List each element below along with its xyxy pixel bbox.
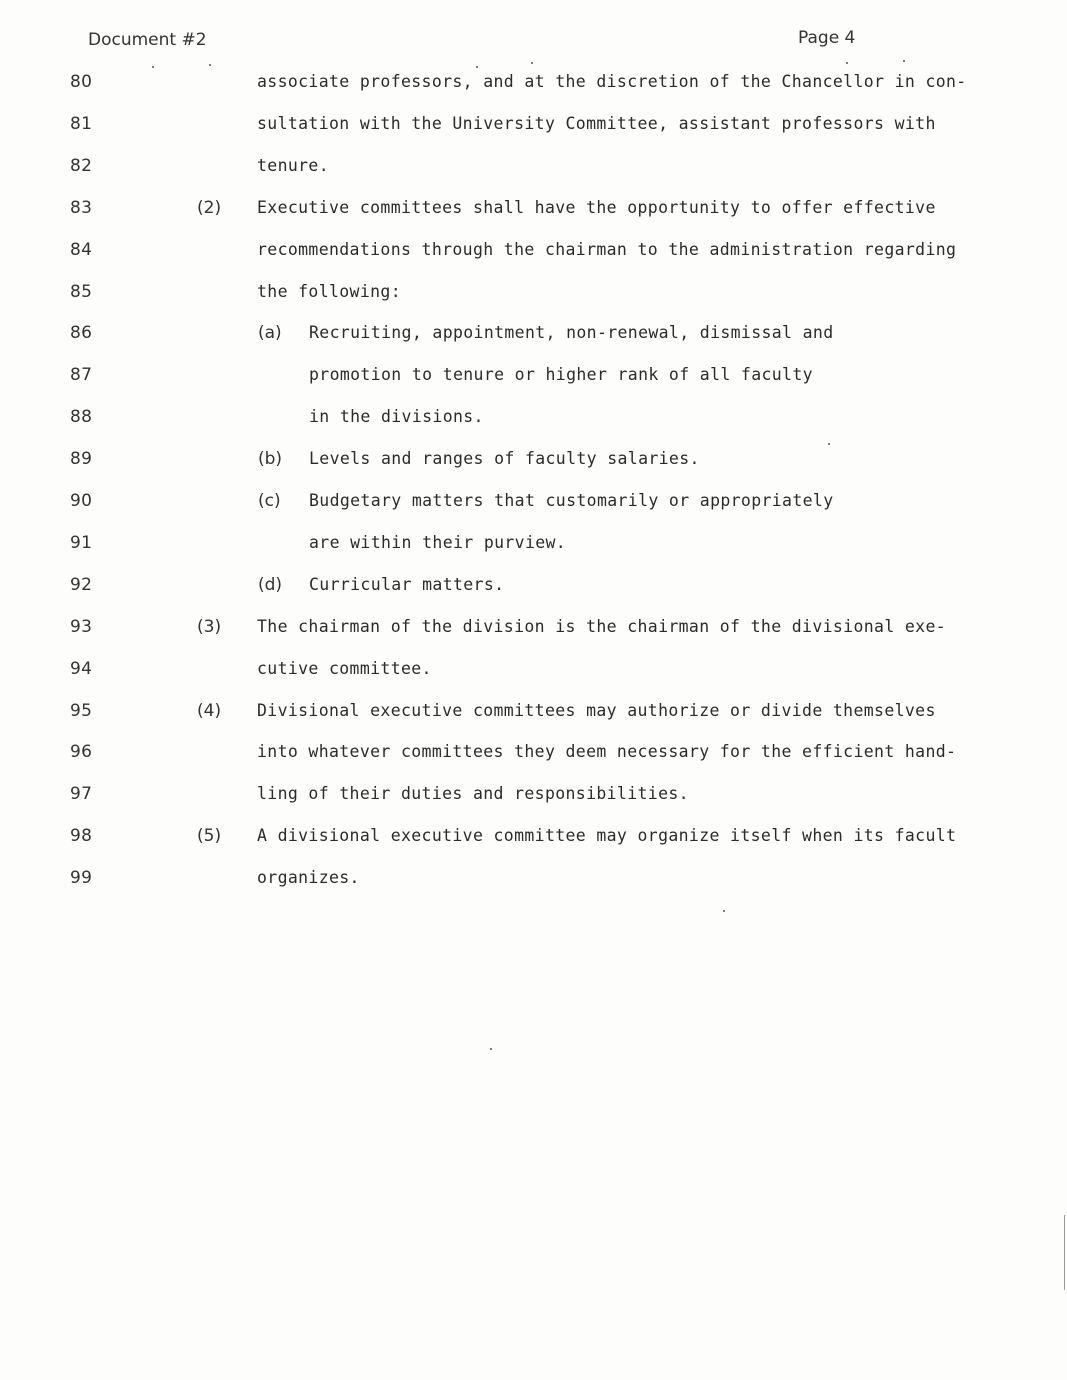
line-text: Budgetary matters that customarily or appropriately xyxy=(309,491,834,510)
line-text: tenure. xyxy=(257,156,329,175)
line-number: 84 xyxy=(70,240,93,260)
subsection-marker: (a) xyxy=(258,323,282,343)
scan-speck xyxy=(723,910,725,912)
line-text: The chairman of the division is the chairman of the divisional exe- xyxy=(257,617,947,636)
line-number: 87 xyxy=(70,365,93,385)
line-number: 95 xyxy=(70,701,93,721)
line-text: associate professors, and at the discretion of the Chancellor in con- xyxy=(257,72,967,91)
text-line xyxy=(0,156,1067,184)
section-marker: (4) xyxy=(197,701,222,721)
text-line xyxy=(0,240,1067,268)
scan-speck xyxy=(903,60,905,62)
scan-speck xyxy=(490,1048,492,1050)
text-line xyxy=(0,617,1067,645)
line-number: 93 xyxy=(70,617,93,637)
line-number: 92 xyxy=(70,575,93,595)
text-line xyxy=(0,575,1067,603)
text-line xyxy=(0,282,1067,310)
text-line xyxy=(0,701,1067,729)
line-text: organizes. xyxy=(257,868,360,887)
text-line xyxy=(0,114,1067,142)
line-text: sultation with the University Committee, assistant professors with xyxy=(257,114,936,133)
text-line xyxy=(0,449,1067,477)
line-number: 80 xyxy=(70,72,93,92)
line-text: recommendations through the chairman to the administration regarding xyxy=(257,240,957,259)
scan-speck xyxy=(209,64,211,66)
line-number: 96 xyxy=(70,742,93,762)
line-text: A divisional executive committee may organize itself when its facult xyxy=(257,826,957,845)
text-line xyxy=(0,742,1067,770)
line-text: promotion to tenure or higher rank of all faculty xyxy=(309,365,813,384)
text-line xyxy=(0,491,1067,519)
section-marker: (2) xyxy=(197,198,222,218)
line-number: 82 xyxy=(70,156,93,176)
line-number: 85 xyxy=(70,282,93,302)
line-number: 94 xyxy=(70,659,93,679)
line-text: ling of their duties and responsibilities. xyxy=(257,784,689,803)
line-number: 83 xyxy=(70,198,93,218)
document-title: Document #2 xyxy=(88,30,207,50)
line-text: are within their purview. xyxy=(309,533,567,552)
text-line xyxy=(0,826,1067,854)
line-number: 98 xyxy=(70,826,93,846)
scan-speck xyxy=(531,62,533,64)
line-number: 97 xyxy=(70,784,93,804)
line-number: 88 xyxy=(70,407,93,427)
line-text: Recruiting, appointment, non-renewal, dismissal and xyxy=(309,323,834,342)
line-text: Levels and ranges of faculty salaries. xyxy=(309,449,700,468)
text-line xyxy=(0,198,1067,226)
line-text: Executive committees shall have the opportunity to offer effective xyxy=(257,198,936,217)
scan-speck xyxy=(828,443,830,445)
section-marker: (3) xyxy=(197,617,222,637)
line-text: in the divisions. xyxy=(309,407,484,426)
subsection-marker: (b) xyxy=(258,449,283,469)
line-number: 91 xyxy=(70,533,93,553)
scan-speck xyxy=(476,66,478,68)
line-text: Divisional executive committees may authorize or divide themselves xyxy=(257,701,936,720)
text-line xyxy=(0,365,1067,393)
line-number: 90 xyxy=(70,491,93,511)
scan-speck xyxy=(846,62,848,64)
page-number: Page 4 xyxy=(798,28,856,48)
line-text: the following: xyxy=(257,282,401,301)
scan-speck xyxy=(152,66,154,68)
section-marker: (5) xyxy=(197,826,222,846)
line-text: Curricular matters. xyxy=(309,575,505,594)
line-text: cutive committee. xyxy=(257,659,432,678)
text-line xyxy=(0,868,1067,896)
text-line xyxy=(0,533,1067,561)
text-line xyxy=(0,72,1067,100)
subsection-marker: (d) xyxy=(258,575,283,595)
scan-edge-mark xyxy=(1064,1215,1065,1290)
text-line xyxy=(0,407,1067,435)
line-number: 99 xyxy=(70,868,93,888)
line-number: 81 xyxy=(70,114,93,134)
subsection-marker: (c) xyxy=(258,491,281,511)
text-line xyxy=(0,323,1067,351)
line-text: into whatever committees they deem necessary for the efficient hand- xyxy=(257,742,957,761)
text-line xyxy=(0,784,1067,812)
line-number: 86 xyxy=(70,323,93,343)
text-line xyxy=(0,659,1067,687)
line-number: 89 xyxy=(70,449,93,469)
